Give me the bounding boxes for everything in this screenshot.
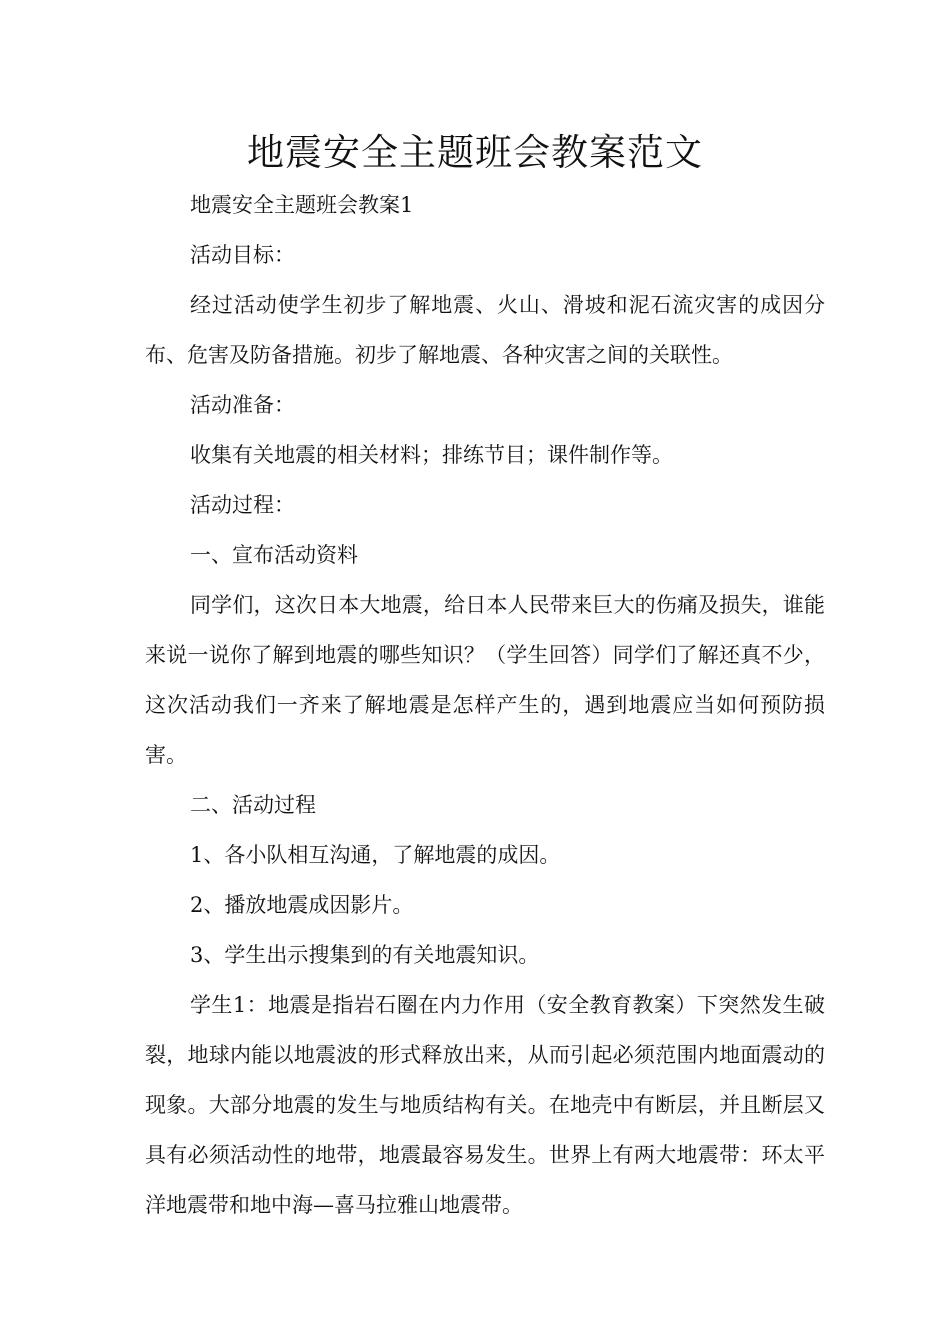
paragraph: 同学们，这次日本大地震，给日本人民带来巨大的伤痛及损失，谁能来说一说你了解到地震的哪些知识？（学生回答）同学们了解还真不少，这次活动我们一齐来了解地震是怎样产生的，遇到地震应当如何预防损害。 (145, 593, 825, 767)
list-item: 1、各小队相互沟通，了解地震的成因。 (190, 843, 561, 867)
paragraph-label: 活动准备： (190, 393, 295, 417)
paragraph: 经过活动使学生初步了解地震、火山、滑坡和泥石流灾害的成因分布、危害及防备措施。初步了解地震、各种灾害之间的关联性。 (145, 293, 825, 367)
list-item: 3、学生出示搜集到的有关地震知识。 (190, 943, 540, 967)
document-title: 地震安全主题班会教案范文 (247, 131, 703, 174)
paragraph-label: 活动过程： (190, 493, 295, 517)
paragraph: 收集有关地震的相关材料；排练节目；课件制作等。 (190, 443, 673, 467)
section-heading: 二、活动过程 (190, 793, 316, 817)
section-heading: 地震安全主题班会教案1 (190, 193, 414, 217)
document-body (145, 180, 825, 1230)
paragraph-label: 活动目标： (190, 243, 295, 267)
list-item: 2、播放地震成因影片。 (190, 893, 414, 917)
paragraph: 学生1：地震是指岩石圈在内力作用（安全教育教案）下突然发生破裂，地球内能以地震波的形式释放出来，从而引起必须范围内地面震动的现象。大部分地震的发生与地质结构有关。在地壳中有断层，并且断层又具有必须活动性的地带，地震最容易发生。世界上有两大地震带：环太平洋地震带和地中海—喜马拉雅山地震带。 (145, 993, 825, 1217)
section-heading: 一、宣布活动资料 (190, 543, 358, 567)
